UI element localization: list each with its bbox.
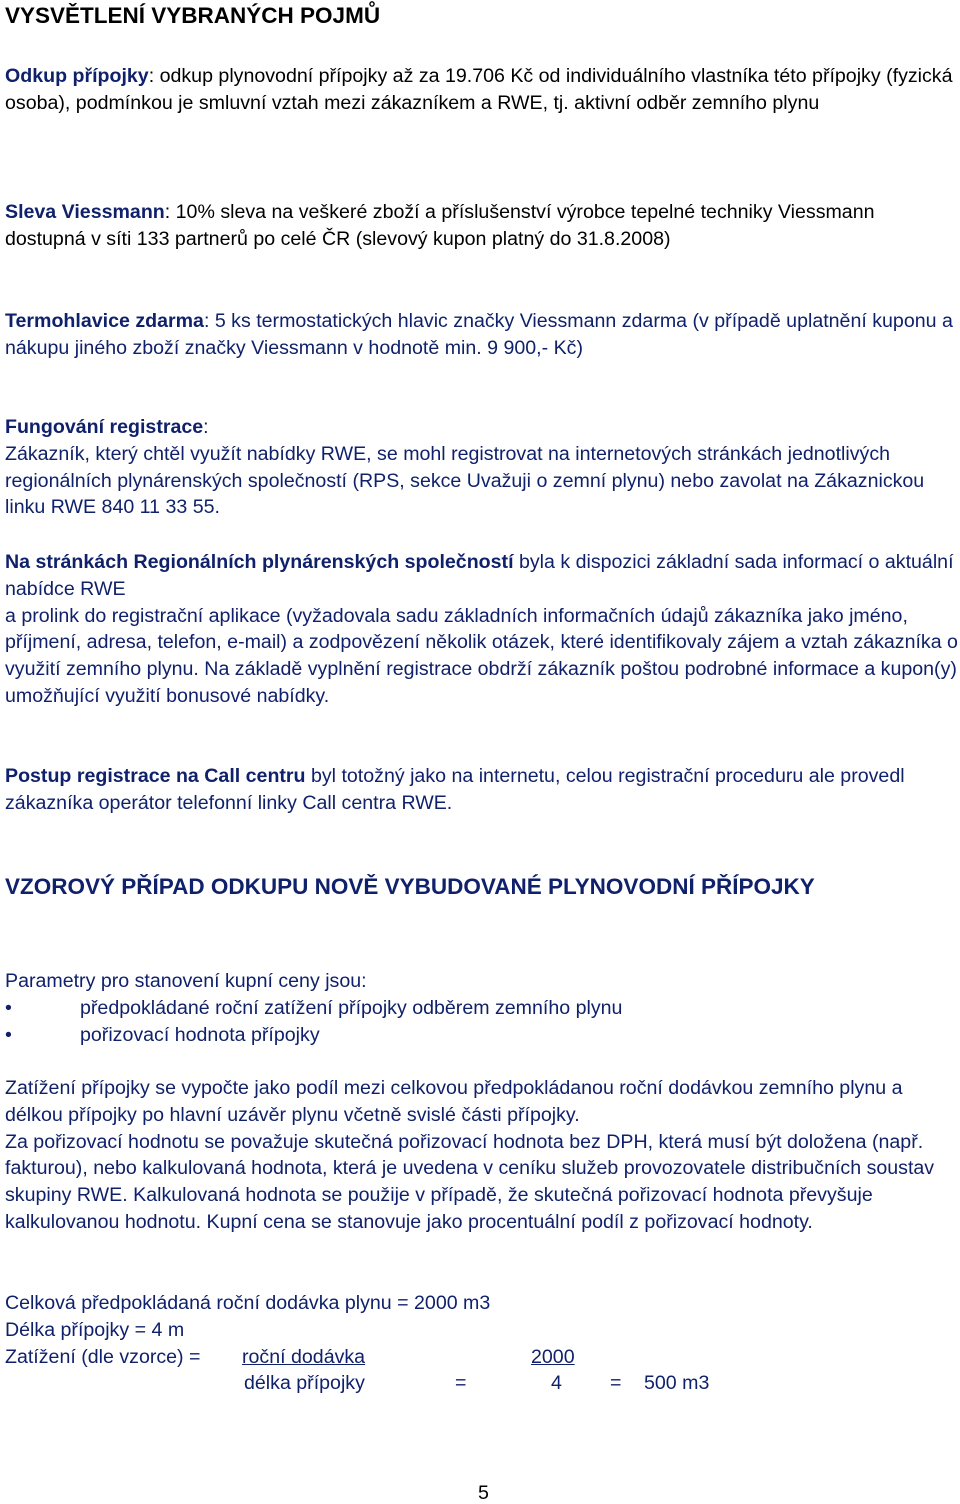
calc-result: 500 m3	[644, 1372, 710, 1395]
text-registrace: Zákazník, který chtěl využít nabídky RWE, se mohl registrovat na internetových stránkách jednotlivých regionálních plynárenských společností (RPS, sekce Uvažuji o zemní plynu) nebo zavolat na Zákaznickou linku RWE 840 11 33 55.	[5, 442, 925, 519]
term-odkup: Odkup přípojky	[5, 65, 149, 87]
text-stranky-2: a prolink do registrační aplikace (vyžadovala sadu základních informačních údajů zákazníka jako jméno, příjmení, adresa, telefon, e-mail) a zodpovězení několik otázek, které identifikovaly zájem a vztah zákazníka o využití zemního plynu. Na základě vyplnění registrace obdrží zákazník poštou podrobné informace a kupon(y) umožňující využití bonusové nabídky.	[5, 604, 958, 707]
section-title-definitions: VYSVĚTLENÍ VYBRANÝCH POJMŮ	[5, 3, 381, 28]
term-sleva: Sleva Viessmann	[5, 201, 165, 223]
explanation-block	[5, 1075, 960, 1236]
text-sleva: : 10% sleva na veškeré zboží a příslušenství výrobce tepelné techniky Viessmann dostupná v síti 133 partnerů po celé ČR (slevový kupon platný do 31.8.2008)	[5, 201, 875, 250]
calc-numerator-value: 2000	[531, 1345, 575, 1368]
colon-registrace: :	[203, 416, 209, 438]
paragraph-registrace	[5, 414, 960, 521]
bullet-icon: •	[5, 996, 12, 1019]
term-stranky: Na stránkách Regionálních plynárenských společností	[5, 551, 514, 573]
calc-equals: =	[455, 1372, 467, 1395]
parameters-block	[5, 968, 622, 1048]
paragraph-sleva	[5, 199, 960, 253]
calc-formula-label: Zatížení (dle vzorce) =	[5, 1345, 201, 1368]
term-registrace: Fungování registrace	[5, 416, 204, 438]
term-call: Postup registrace na Call centru	[5, 765, 306, 787]
text-call: byl totožný jako na internetu, celou registrační proceduru ale provedl zákazníka operátor telefonní linky Call centra RWE.	[5, 765, 905, 814]
parameters-intro: Parametry pro stanovení kupní ceny jsou:	[5, 970, 367, 992]
term-termohlavice: Termohlavice zdarma	[5, 310, 204, 332]
calc-numerator-label: roční dodávka	[242, 1345, 366, 1368]
section-title-example: VZOROVÝ PŘÍPAD ODKUPU NOVĚ VYBUDOVANÉ PLYNOVODNÍ PŘÍPOJKY	[5, 874, 815, 899]
calc-delivery: Celková předpokládaná roční dodávka plynu = 2000 m3	[5, 1292, 491, 1314]
text-odkup: : odkup plynovodní přípojky až za 19.706 Kč od individuálního vlastníka této přípojky (fyzická osoba), podmínkou je smluvní vztah mezi zákazníkem a RWE, tj. aktivní odběr zemního plynu	[5, 65, 953, 114]
paragraph-zatizeni: Zatížení přípojky se vypočte jako podíl mezi celkovou předpokládanou roční dodávkou zemního plynu a délkou přípojky po hlavní uzávěr plynu včetně svislé části přípojky.	[5, 1077, 903, 1126]
paragraph-odkup	[5, 63, 960, 117]
calc-equals: =	[610, 1372, 622, 1395]
paragraph-porizovaci: Za pořizovací hodnotu se považuje skutečná pořizovací hodnota bez DPH, která musí být doložena (např. fakturou), nebo kalkulovaná hodnota, která je uvedena v ceníku služeb provozovatele distribučních soustav skupiny RWE. Kalkulovaná hodnota se použije v případě, že skutečná pořizovací hodnota převyšuje kalkulovanou hodnotu. Kupní cena se stanovuje jako procentuální podíl z pořizovací hodnoty.	[5, 1130, 935, 1233]
page-number: 5	[478, 1482, 489, 1504]
bullet-text: pořizovací hodnota přípojky	[80, 1023, 320, 1046]
calc-denominator-value: 4	[551, 1372, 562, 1395]
bullet-item	[5, 995, 622, 1022]
bullet-text: předpokládané roční zatížení přípojky odběrem zemního plynu	[80, 996, 623, 1019]
paragraph-call	[5, 763, 960, 817]
calc-denominator-label: délka přípojky	[244, 1372, 365, 1395]
bullet-icon: •	[5, 1023, 12, 1046]
bullet-item	[5, 1022, 622, 1049]
paragraph-stranky	[5, 549, 960, 710]
text-termohlavice: : 5 ks termostatických hlavic značky Viessmann zdarma (v případě uplatnění kuponu a nákupu jiného zboží značky Viessmann v hodnotě min. 9 900,- Kč)	[5, 310, 953, 359]
text-stranky: byla k dispozici základní sada informací o aktuální nabídce RWE	[5, 551, 954, 600]
paragraph-termohlavice	[5, 308, 960, 362]
calc-length: Délka přípojky = 4 m	[5, 1318, 185, 1341]
